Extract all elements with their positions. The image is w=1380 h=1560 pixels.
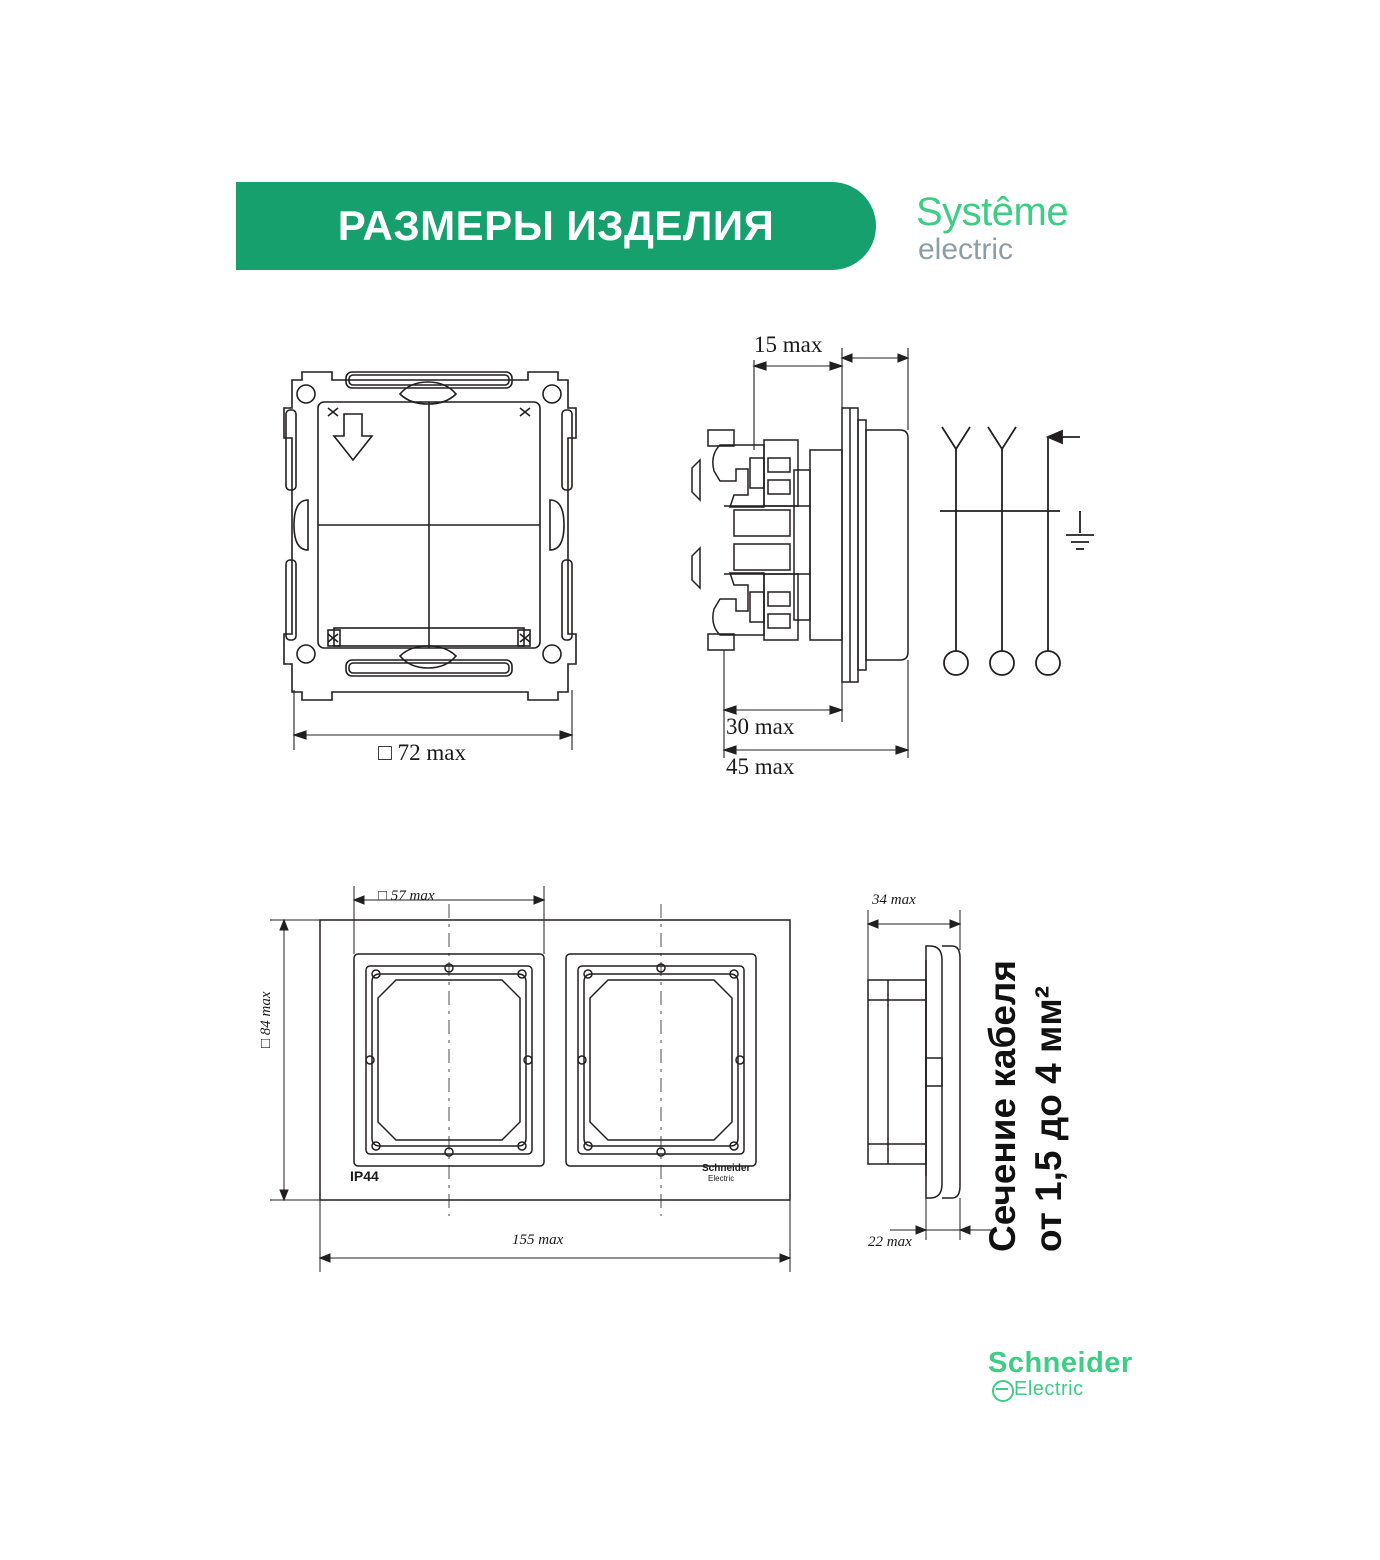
cable-section-line1: Сечение кабеля — [982, 959, 1023, 1252]
frame-logo-mark — [702, 1164, 750, 1184]
dimension-body-depth: 30 max — [726, 714, 795, 739]
frame-logo-line1: Schneider — [702, 1163, 751, 1174]
brand-name-electric: electric — [918, 233, 1014, 266]
dimension-mechanism-width: □ 72 max — [378, 740, 466, 765]
frame-logo-line2: Electric — [708, 1174, 735, 1183]
dimension-frame-width: 155 max — [512, 1232, 564, 1248]
dimension-total-depth: 45 max — [726, 754, 795, 779]
brand-name-systeme: Systême — [916, 190, 1069, 234]
schneider-mark-icon — [992, 1380, 1014, 1402]
cable-section-note-text — [980, 960, 1072, 1252]
header-banner — [236, 182, 876, 270]
frame-front-drawing — [250, 880, 810, 1280]
schneider-electric-word: Electric — [1014, 1378, 1084, 1400]
page-title: РАЗМЕРЫ ИЗДЕЛИЯ — [337, 202, 775, 249]
schneider-electric-logo — [988, 1348, 1148, 1410]
dimension-frame-side-thickness: 22 max — [868, 1234, 912, 1250]
dimension-frame-side-depth: 34 max — [872, 892, 916, 908]
cable-section-note — [980, 500, 1100, 1252]
mechanism-front-drawing — [250, 350, 690, 800]
cable-section-line2: от 1,5 до 4 мм² — [1028, 985, 1069, 1252]
dimension-frame-aperture: □ 57 max — [378, 888, 435, 904]
schneider-name: Schneider — [988, 1347, 1133, 1379]
ip-rating-mark: IP44 — [350, 1168, 379, 1184]
diagram-frame-front — [250, 880, 810, 1280]
systeme-electric-logo — [916, 190, 1146, 270]
diagram-mechanism-side — [690, 330, 950, 800]
diagram-mechanism-front — [250, 350, 690, 800]
dimension-frame-height: □ 84 max — [258, 991, 274, 1048]
dimension-front-depth: 15 max — [754, 332, 823, 357]
